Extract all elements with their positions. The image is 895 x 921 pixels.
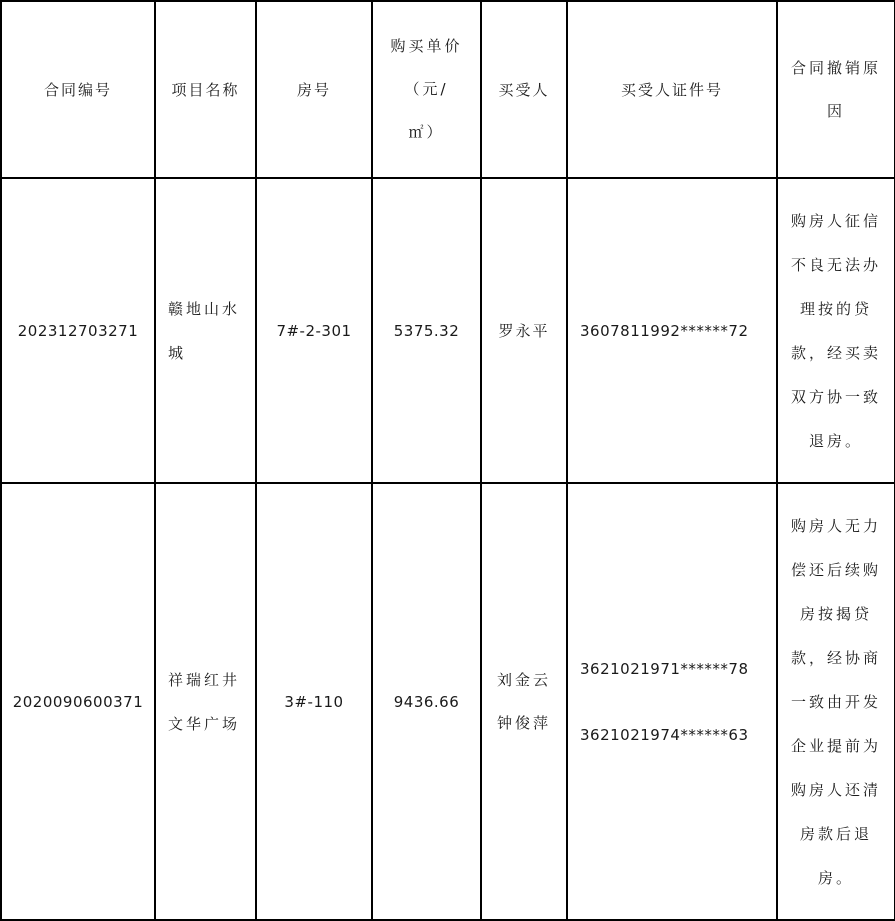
header-contract-no: 合同编号 [1,1,155,178]
buyer-cell: 罗永平 [481,178,567,483]
project-name-cell: 祥瑞红井 文华广场 [155,483,256,920]
unit-price-cell: 9436.66 [372,483,481,920]
table-row [1,483,895,920]
cancel-reason-cell: 购房人无力 偿还后续购 房按揭贷 款，经协商 一致由开发 企业提前为 购房人还清 房款后退 房。 [777,483,895,920]
header-buyer-id: 买受人证件号 [567,1,777,178]
header-buyer: 买受人 [481,1,567,178]
buyer-id-cell: 3607811992******72 [567,178,777,483]
cancel-reason-cell: 购房人征信 不良无法办 理按的贷 款，经买卖 双方协一致 退房。 [777,178,895,483]
table-row [1,178,895,483]
project-name-cell: 赣地山水 城 [155,178,256,483]
contract-no-cell: 2020090600371 [1,483,155,920]
buyer-id-cell: 3621021971******78 3621021974******63 [567,483,777,920]
header-unit-price: 购买单价 （元/ ㎡） [372,1,481,178]
header-project-name: 项目名称 [155,1,256,178]
header-cancel-reason: 合同撤销原 因 [777,1,895,178]
unit-price-cell: 5375.32 [372,178,481,483]
room-no-cell: 3#-110 [256,483,372,920]
header-room-no: 房号 [256,1,372,178]
contract-no-cell: 202312703271 [1,178,155,483]
room-no-cell: 7#-2-301 [256,178,372,483]
buyer-cell: 刘金云 钟俊萍 [481,483,567,920]
header-row [1,1,895,178]
